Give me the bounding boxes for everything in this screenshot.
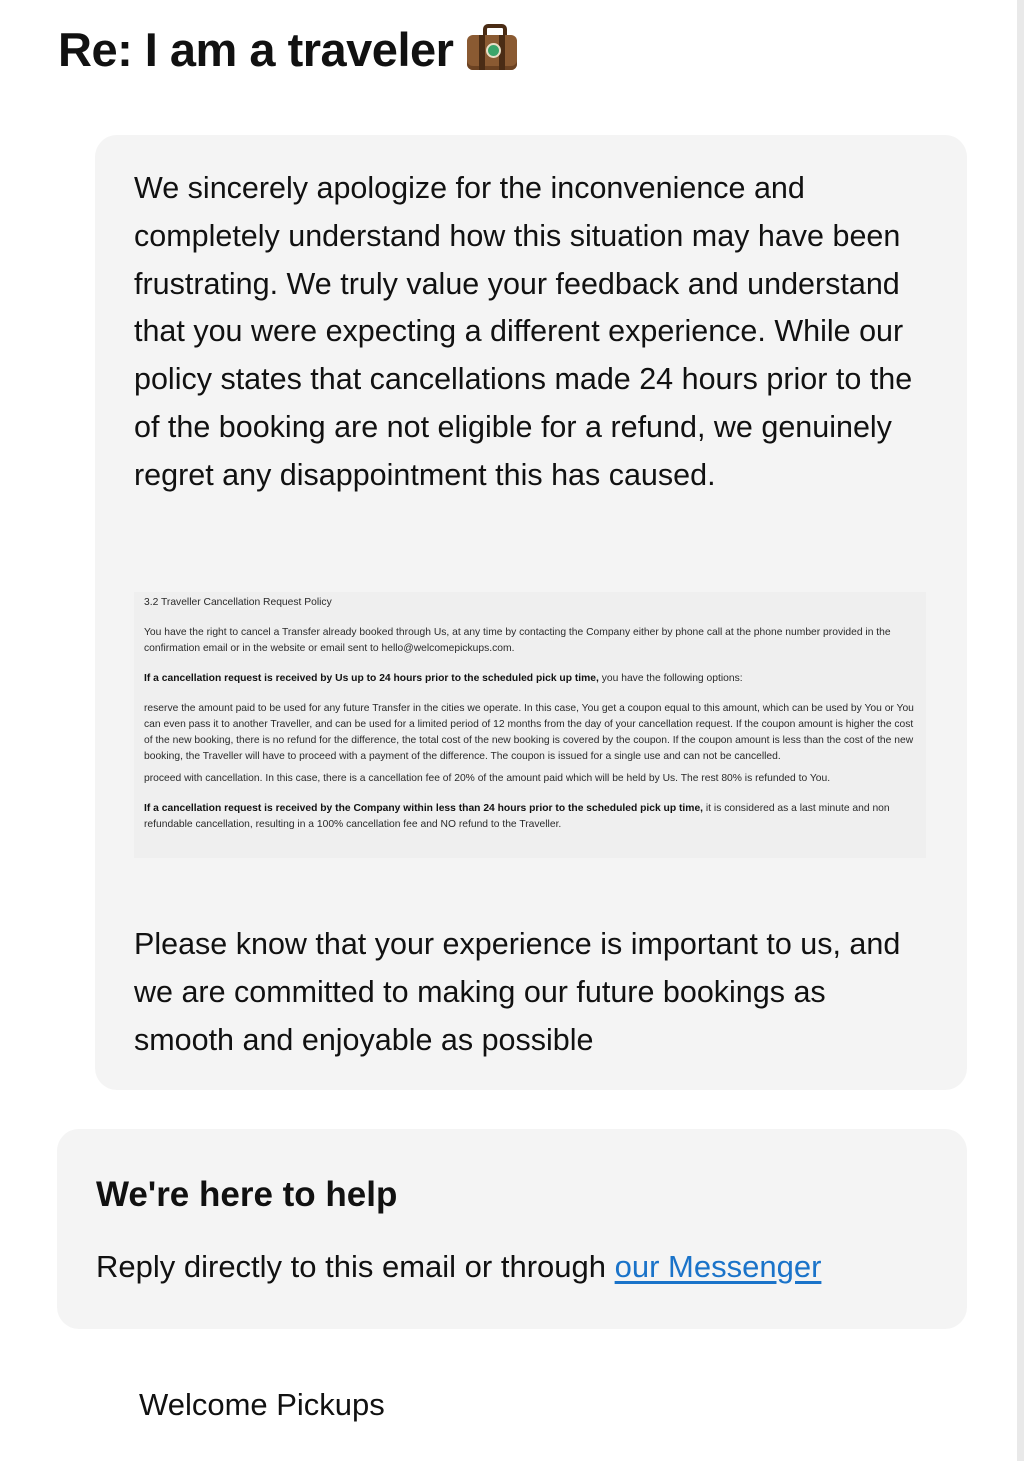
help-heading: We're here to help — [96, 1175, 398, 1214]
signature: Welcome Pickups — [139, 1387, 385, 1422]
email-subject — [58, 20, 517, 80]
help-body — [96, 1247, 821, 1287]
policy-case-1-bold: If a cancellation request is received by Us up to 24 hours prior to the scheduled pick up time, — [144, 673, 599, 684]
scrollbar[interactable] — [1017, 0, 1024, 1461]
policy-intro: You have the right to cancel a Transfer already booked through Us, at any time by contacting the Company either by phone call at the phone number provided in the confirmation email or in the website or email sent to hello@welcomepickups.com. — [144, 627, 891, 654]
email-subject-text: Re: I am a traveler — [58, 23, 454, 76]
policy-option-1: reserve the amount paid to be used for any future Transfer in the cities we operate. In this case, You get a coupon equal to this amount, which can be used by You or You can even pass it to another Traveller, and can be used for a limited period of 12 months from the day of your cancellation request. If the coupon amount is higher the cost of the new booking, there is no refund for the difference, the total cost of the new booking is covered by the coupon. If the coupon amount is less than the cost of the new booking, the Traveller will have to proceed with a payment of the difference. The coupon is issued for a single use and can not be cancelled. — [144, 703, 914, 762]
help-card — [57, 1129, 967, 1329]
policy-case-1 — [144, 671, 916, 687]
policy-case-2 — [144, 801, 916, 833]
policy-screenshot — [134, 592, 926, 858]
policy-heading: 3.2 Traveller Cancellation Request Policy — [144, 597, 332, 608]
policy-case-2-rest: it is considered as a last minute and non refundable cancellation, resulting in a 100% cancellation fee and NO refund to the Traveller. — [144, 803, 890, 830]
message-paragraph: We sincerely apologize for the inconvenience and completely understand how this situation may have been frustrating. We truly value your feedback and understand that you were expecting a different experience. While our policy states that cancellations made 24 hours prior to the of the booking are not eligible for a refund, we genuinely regret any disappointment this has caused. — [134, 171, 913, 492]
policy-case-1-rest: you have the following options: — [598, 673, 743, 684]
policy-option-2: proceed with cancellation. In this case, there is a cancellation fee of 20% of the amount paid which will be held by Us. The rest 80% is refunded to You. — [144, 773, 831, 784]
suitcase-icon — [467, 24, 517, 70]
help-body-text: Reply directly to this email or through — [96, 1249, 615, 1284]
policy-case-2-bold: If a cancellation request is received by the Company within less than 24 hours prior to the scheduled pick up time, — [144, 803, 704, 814]
message-card — [95, 135, 967, 1090]
messenger-link[interactable]: our Messenger — [614, 1249, 822, 1284]
message-closing: Please know that your experience is important to us, and we are committed to making our future bookings as smooth and enjoyable as possible — [134, 927, 901, 1057]
